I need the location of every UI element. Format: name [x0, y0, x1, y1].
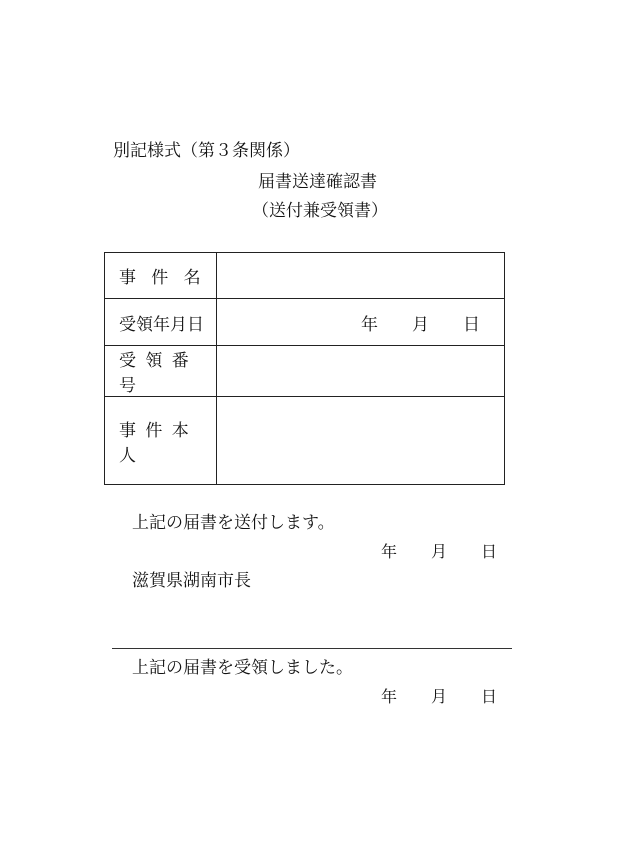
receipt-number-value-cell — [217, 346, 505, 397]
receipt-date-label: 受領年月日 — [119, 314, 204, 335]
table-row-receipt-number — [105, 346, 505, 397]
form-number-label: 別記様式（第３条関係） — [113, 141, 300, 161]
receipt-date-line — [381, 687, 497, 707]
receipt-date-fields — [217, 310, 504, 335]
case-name-label-cell — [105, 253, 217, 299]
case-name-label: 事件名 — [119, 268, 216, 288]
receipt-confirm-day: 日 — [481, 687, 498, 706]
send-statement: 上記の届書を送付します。 — [132, 513, 335, 533]
subject-person-value-cell — [217, 397, 505, 485]
table-row-receipt-date — [105, 299, 505, 346]
document-title: 届書送達確認書 — [258, 172, 377, 192]
send-date-year: 年 — [381, 542, 398, 561]
subject-person-label-cell — [105, 397, 217, 485]
receipt-date-value-cell — [217, 299, 505, 346]
receipt-date-day: 日 — [463, 314, 480, 335]
send-date-day: 日 — [481, 542, 498, 561]
document-subtitle: （送付兼受領書） — [252, 201, 388, 221]
details-table — [104, 252, 505, 485]
subject-person-label: 事件本人 — [119, 420, 199, 466]
send-date-line — [381, 542, 497, 562]
receipt-statement: 上記の届書を受領しました。 — [132, 658, 353, 678]
case-name-value-cell — [217, 253, 505, 299]
receipt-confirm-month: 月 — [431, 687, 448, 706]
receipt-date-year: 年 — [361, 314, 378, 335]
table-row-case-name — [105, 253, 505, 299]
receipt-date-label-cell — [105, 299, 217, 346]
section-divider — [112, 648, 512, 649]
receipt-number-label-cell — [105, 346, 217, 397]
send-date-month: 月 — [431, 542, 448, 561]
sender-name: 滋賀県湖南市長 — [132, 571, 251, 591]
receipt-confirm-year: 年 — [381, 687, 398, 706]
receipt-date-month: 月 — [412, 314, 429, 335]
receipt-number-label: 受領番号 — [119, 351, 199, 396]
table-row-subject-person — [105, 397, 505, 485]
